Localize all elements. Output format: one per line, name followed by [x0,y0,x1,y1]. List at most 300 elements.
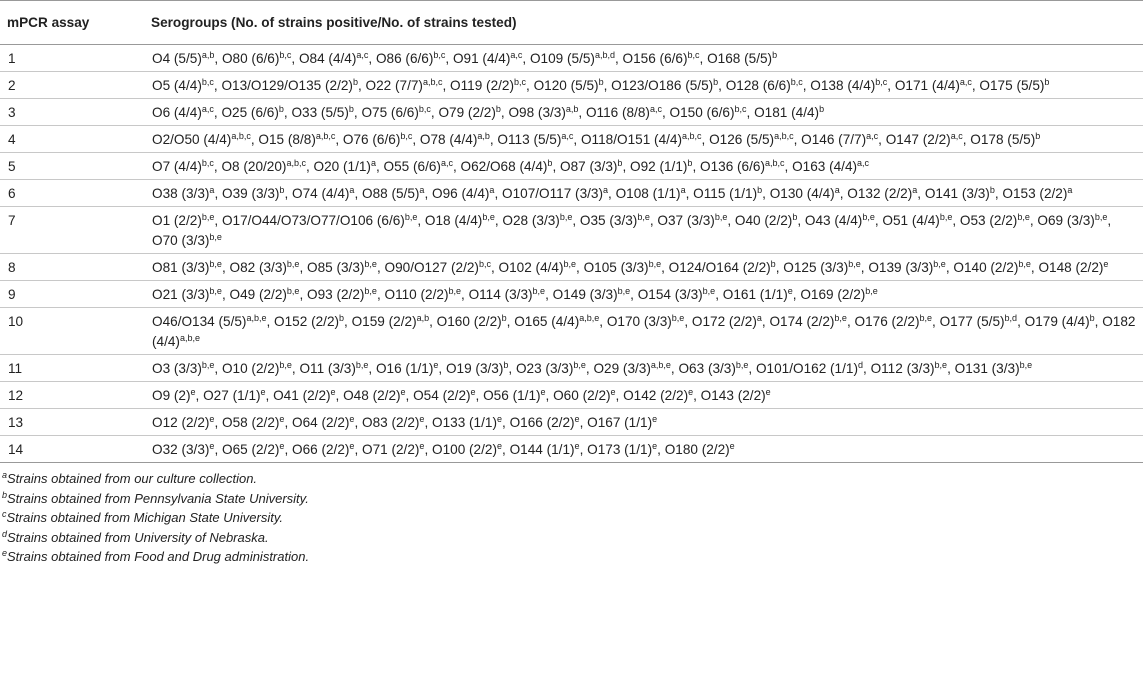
source-superscript: b,e [671,313,685,323]
serogroup-entry: O174 $(2/2)^{b,e}$, [769,313,855,329]
header-mpcr-assay: mPCR assay [0,1,151,45]
table-row [0,254,1143,281]
serogroup-entry: O48 $(2/2)^e$, [343,387,414,403]
footnote-text: Strains obtained from Pennsylvania State University. [7,490,309,506]
serogroups-cell [151,207,1143,254]
serogroup-entry: O92 $(1/1)^b$, [630,158,700,174]
serogroup-text: O83 (2/2) [362,415,420,430]
serogroup-entry [979,78,1049,93]
source-superscript: a [489,185,495,195]
source-superscript: a,c [649,104,662,114]
serogroups-cell [151,382,1143,409]
source-superscript: e [688,387,694,397]
table-row [0,99,1143,126]
serogroup-text: O76 (6/6) [342,132,401,147]
source-superscript: b,e [209,259,222,269]
serogroup-text: O165 (4/4) [514,314,580,329]
source-superscript: b,e [209,286,222,296]
source-superscript: b,e [933,259,946,269]
serogroup-entry: O130 $(4/4)^a$, [769,185,848,201]
source-superscript: a,b,c [764,158,785,168]
serogroup-entry: O154 $(3/3)^{b,e}$, [637,286,723,302]
serogroup-text: O108 (1/1) [615,186,681,201]
serogroup-entry: O53 $(2/2)^{b,e}$, [959,212,1038,228]
serogroup-entry: O11 $(3/3)^{b,e}$, [299,360,376,376]
source-superscript: b [352,77,358,87]
source-superscript: b,c [687,50,700,60]
serogroup-entry: O4 $(5/5)^{a,b}$, [152,50,222,66]
serogroup-entry: O96 $(4/4)^a$, [432,185,502,201]
serogroups-cell [151,45,1143,72]
serogroup-text: O16 (1/1) [375,361,434,376]
serogroup-entry: O172 $(2/2)^a$, [691,313,770,329]
source-superscript: b,e [355,360,369,370]
serogroup-entry: O22 $(7/7)^{a,b,c}$, [365,77,451,93]
serogroup-text: O2/O50 (4/4) [152,132,232,147]
source-superscript: b,e [286,286,300,296]
serogroup-entry: O139 $(3/3)^{b,e}$, [868,259,954,275]
serogroup-text: O163 (4/4) [792,159,858,174]
source-superscript: e [652,414,658,424]
footnote-text: Strains obtained from Michigan State University. [6,510,283,526]
source-superscript: e [496,414,502,424]
source-superscript: b,e [934,360,948,370]
serogroup-text: O139 (3/3) [868,260,934,275]
source-superscript: e [540,387,546,397]
source-superscript: b,e [448,286,461,296]
source-superscript: b,e [1018,259,1031,269]
source-superscript: a,b [201,50,215,60]
serogroup-entry: O51 $(4/4)^{b,e}$, [882,212,960,228]
serogroup-entry: O118/O151 $(4/4)^{a,b,c}$, [580,131,710,147]
serogroup-entry: O2/O50 $(4/4)^{a,b,c}$, [152,131,259,147]
serogroup-text: O142 (2/2) [623,388,689,403]
footnote-mark: b [2,489,8,500]
serogroup-text: O82 (3/3) [229,260,287,275]
source-superscript: a [419,185,425,195]
source-superscript: a,b,c [422,77,443,87]
source-superscript: b [348,104,354,114]
source-superscript: a,c [857,158,870,168]
source-superscript: b,c [875,77,888,87]
serogroup-entry: O93 $(2/2)^{b,e}$, [307,286,385,302]
table-row [0,308,1143,355]
serogroup-entry: O69 $(3/3)^{b,e}$, [1037,212,1112,228]
serogroup-entry: O120 $(5/5)^b$, [533,77,612,93]
serogroup-entry: O85 $(3/3)^{b,e}$, [307,259,385,275]
serogroups-cell [151,180,1143,207]
serogroup-text: O62/O68 (4/4) [460,159,548,174]
source-superscript: b,c [400,131,413,141]
serogroup-text: O167 (1/1) [587,415,653,430]
serogroup-entry [1002,186,1072,201]
serogroup-entry: O176 $(2/2)^{b,e}$, [854,313,940,329]
assay-number-cell: 2 [8,78,16,93]
footnote [2,469,1143,489]
source-superscript: a,b,e [246,313,267,323]
serogroup-entry: O133 $(1/1)^e$, [432,414,510,430]
footnote [2,547,1143,567]
source-superscript: e [787,286,793,296]
serogroup-text: O38 (3/3) [152,186,210,201]
serogroup-text: O11 (3/3) [299,361,356,376]
source-superscript: b,e [1017,212,1030,222]
serogroup-text: O138 (4/4) [810,78,876,93]
source-superscript: b [547,158,553,168]
table-row [0,207,1143,254]
serogroup-text: O141 (3/3) [924,186,990,201]
serogroup-text: O85 (3/3) [307,260,365,275]
source-superscript: e [765,387,771,397]
source-superscript: e [574,441,580,451]
serogroup-entry: O114 $(3/3)^{b,e}$, [468,286,553,302]
serogroup-text: O161 (1/1) [722,287,788,302]
serogroup-entry: O125 $(3/3)^{b,e}$, [783,259,869,275]
serogroup-entry: O126 $(5/5)^{a,b,c}$, [709,131,802,147]
source-superscript: b [989,185,995,195]
serogroup-entry: O49 $(2/2)^{b,e}$, [229,286,307,302]
serogroup-text: O88 (5/5) [362,186,420,201]
source-superscript: b,e [865,286,878,296]
serogroup-entry: O160 $(2/2)^b$, [436,313,515,329]
footnote [2,489,1143,509]
serogroup-entry: O33 $(5/5)^b$, [291,104,362,120]
serogroup-entry: O40 $(2/2)^b$, [734,212,805,228]
serogroup-entry: O112 $(3/3)^{b,e}$, [870,360,955,376]
source-superscript: b,e [714,212,728,222]
source-superscript: b [503,360,509,370]
serogroup-entry [587,415,657,430]
serogroup-entry [970,132,1040,147]
source-superscript: b,c [279,50,292,60]
serogroup-entry: O19 $(3/3)^b$, [445,360,516,376]
source-superscript: b [278,104,284,114]
source-superscript: b,c [478,259,491,269]
serogroup-entry: O55 $(6/6)^{a,c}$, [383,158,461,174]
serogroup-entry: O98 $(3/3)^{a,b}$, [508,104,586,120]
assay-number-cell: 10 [8,314,24,329]
footnote [2,508,1143,528]
serogroup-entry: O123/O186 $(5/5)^b$, [611,77,726,93]
serogroup-text: O93 (2/2) [307,287,365,302]
serogroup-text: O69 (3/3) [1037,213,1095,228]
serogroups-cell [151,153,1143,180]
serogroup-entry: O171 $(4/4)^{a,c}$, [894,77,980,93]
serogroup-text: O49 (2/2) [229,287,287,302]
serogroup-entry [701,388,771,403]
serogroup-text: O20 (1/1) [313,159,371,174]
serogroup-text: O113 (5/5) [497,132,562,147]
header-serogroups: Serogroups (No. of strains positive/No. of strains tested) [151,1,1143,45]
source-superscript: b [339,313,345,323]
serogroup-entry: O54 $(2/2)^e$, [413,387,484,403]
serogroup-entry: O165 $(4/4)^{a,b,e}$, [514,313,607,329]
serogroup-entry: O102 $(4/4)^{b,e}$, [498,259,584,275]
serogroup-text: O87 (3/3) [560,159,618,174]
assay-number-cell: 3 [8,105,16,120]
assay-number-cell: 1 [8,51,16,66]
serogroup-entry: O23 $(3/3)^{b,e}$, [515,360,594,376]
serogroup-text: O170 (3/3) [606,314,672,329]
footnote-mark: a [2,470,8,480]
source-superscript: b,e [834,313,847,323]
serogroup-text: O1 (2/2) [152,213,202,228]
serogroup-text: O136 (6/6) [700,159,765,174]
serogroup-text: O110 (2/2) [384,287,449,302]
serogroup-entry: O5 $(4/4)^{b,c}$, [152,77,222,93]
serogroup-text: O171 (4/4) [894,78,960,93]
source-superscript: b [713,77,719,87]
serogroups-cell [151,99,1143,126]
serogroup-entry: O161 $(1/1)^e$, [722,286,801,302]
serogroup-entry: O37 $(3/3)^{b,e}$, [657,212,735,228]
serogroup-text: O35 (3/3) [579,213,638,228]
source-superscript: b,e [573,360,586,370]
serogroup-text: O116 (8/8) [585,105,650,120]
serogroup-entry: O66 $(2/2)^e$, [292,441,362,457]
serogroup-text: O124/O164 (2/2) [668,260,771,275]
serogroup-entry: O113 $(5/5)^{a,c}$, [497,131,581,147]
source-superscript: b [1044,77,1050,87]
serogroup-text: O159 (2/2) [351,314,417,329]
serogroup-text: O156 (6/6) [622,51,688,66]
source-superscript: e [400,387,406,397]
source-superscript: a,c [356,50,369,60]
source-superscript: b,e [919,313,932,323]
table-row [0,281,1143,308]
serogroup-text: O17/O44/O73/O77/O106 (6/6) [221,213,405,228]
serogroup-entry: O88 $(5/5)^a$, [362,185,432,201]
serogroup-text: O21 (3/3) [152,287,210,302]
footnote-text: Strains obtained from Food and Drug administration. [7,549,310,565]
serogroup-entry: O159 $(2/2)^{a,b}$, [351,313,437,329]
source-superscript: e [1103,259,1109,269]
footnote-text: Strains obtained from our culture collection. [7,471,258,486]
serogroup-text: O177 (5/5) [939,314,1005,329]
table-body [0,45,1143,463]
source-superscript: e [419,441,425,451]
serogroup-text: O64 (2/2) [292,415,350,430]
serogroup-text: O71 (2/2) [362,442,420,457]
serogroups-cell [151,254,1143,281]
source-superscript: a,b [565,104,579,114]
serogroup-text: O107/O117 (3/3) [502,186,604,201]
source-superscript: b,e [279,360,292,370]
serogroup-entry: O56 $(1/1)^e$, [483,387,554,403]
serogroup-text: O143 (2/2) [700,388,766,403]
serogroup-entry: O75 $(6/6)^{b,c}$, [361,104,439,120]
source-superscript: e [574,414,580,424]
serogroup-text: O80 (6/6) [221,51,280,66]
footnote-mark: c [2,509,7,520]
serogroup-text: O166 (2/2) [509,415,575,430]
serogroup-text: O147 (2/2) [885,132,951,147]
serogroup-text: O8 (20/20) [221,159,287,174]
serogroup-entry: O65 $(2/2)^e$, [222,441,292,457]
serogroup-text: O75 (6/6) [361,105,419,120]
source-superscript: a [370,158,376,168]
source-superscript: b,e [939,212,953,222]
serogroup-text: O46/O134 (5/5) [152,314,247,329]
serogroup-text: O5 (4/4) [152,78,202,93]
serogroup-text: O154 (3/3) [637,287,703,302]
footnote [2,528,1143,548]
serogroup-text: O132 (2/2) [847,186,913,201]
source-superscript: b,c [734,104,747,114]
source-superscript: b [770,259,776,269]
serogroup-text: O23 (3/3) [515,361,574,376]
serogroup-entry: O170 $(3/3)^{b,e}$, [606,313,692,329]
serogroup-text: O119 (2/2) [450,78,514,93]
serogroup-text: O92 (1/1) [630,159,688,174]
serogroup-entry [800,287,878,302]
serogroup-entry: O18 $(4/4)^{b,e}$, [424,212,503,228]
serogroup-entry: O144 $(1/1)^e$, [509,441,588,457]
assay-number-cell: 6 [8,186,16,201]
source-superscript: a,b,c [231,131,251,141]
serogroup-entry [707,51,777,66]
serogroup-text: O173 (1/1) [587,442,653,457]
serogroup-text: O15 (8/8) [258,132,316,147]
serogroup-text: O176 (2/2) [854,314,920,329]
serogroup-text: O18 (4/4) [424,213,483,228]
serogroup-text: O102 (4/4) [498,260,564,275]
serogroups-cell [151,126,1143,153]
serogroup-entry: O141 $(3/3)^b$, [924,185,1003,201]
source-superscript: a [603,185,609,195]
table-row [0,153,1143,180]
source-superscript: b,e [364,286,377,296]
serogroup-entry: O166 $(2/2)^e$, [509,414,588,430]
serogroup-entry: O105 $(3/3)^{b,e}$, [583,259,669,275]
serogroup-text: O55 (6/6) [383,159,441,174]
serogroup-entry: O27 $(1/1)^e$, [203,387,274,403]
serogroup-text: O58 (2/2) [222,415,280,430]
source-superscript: a [756,313,762,323]
serogroup-text: O81 (3/3) [152,260,210,275]
assay-number-cell: 8 [8,260,16,275]
serogroup-entry: O179 $(4/4)^b$, [1024,313,1103,329]
serogroup-entry [665,442,735,457]
serogroup-entry: O9 $(2)^e$, [152,387,204,403]
serogroup-entry: O21 $(3/3)^{b,e}$, [152,286,230,302]
serogroup-entry: O177 $(5/5)^{b,d}$, [939,313,1025,329]
serogroup-entry: O119 $(2/2)^{b,c}$, [450,77,534,93]
table-row [0,382,1143,409]
assay-number-cell: 14 [8,442,24,457]
source-superscript: b [687,158,693,168]
serogroup-text: O115 (1/1) [693,186,758,201]
serogroup-entry: O41 $(2/2)^e$, [273,387,344,403]
source-superscript: b,e [364,259,377,269]
source-superscript: b [495,104,501,114]
serogroup-entry: O115 $(1/1)^b$, [693,185,770,201]
source-superscript: e [349,441,355,451]
source-superscript: a [680,185,686,195]
serogroup-text: O56 (1/1) [483,388,541,403]
serogroup-entry: O149 $(3/3)^{b,e}$, [552,286,638,302]
serogroup-entry: O100 $(2/2)^e$, [432,441,510,457]
source-superscript: b [819,104,825,114]
serogroup-text: O101/O162 (1/1) [755,361,858,376]
serogroup-entry: O20 $(1/1)^a$, [313,158,384,174]
serogroup-text: O182 (4/4) [152,314,1136,349]
source-superscript: e [190,387,196,397]
source-superscript: b [757,185,763,195]
source-superscript: b,e [702,286,716,296]
serogroup-text: O13/O129/O135 (2/2) [221,78,353,93]
serogroup-entry: O156 $(6/6)^{b,c}$, [622,50,708,66]
serogroup-text: O181 (4/4) [754,105,820,120]
serogroup-text: O96 (4/4) [432,186,490,201]
serogroups-cell [151,308,1143,355]
serogroup-text: O174 (2/2) [769,314,835,329]
serogroup-entry: O76 $(6/6)^{b,c}$, [342,131,420,147]
source-superscript: b,c [433,50,446,60]
source-superscript: a [834,185,840,195]
serogroup-entry: O8 $(20/20)^{a,b,c}$, [221,158,314,174]
source-superscript: a,b,c [286,158,306,168]
serogroup-text: O3 (3/3) [152,361,202,376]
source-superscript: e [433,360,439,370]
serogroup-text: O63 (3/3) [678,361,736,376]
source-superscript: b,c [514,77,527,87]
serogroup-entry: O64 $(2/2)^e$, [292,414,362,430]
serogroup-entry: O39 $(3/3)^b$, [222,185,292,201]
source-superscript: b,c [201,158,214,168]
serogroup-text: O22 (7/7) [365,78,423,93]
serogroup-text: O86 (6/6) [375,51,434,66]
assay-number-cell: 5 [8,159,16,174]
serogroup-text: O149 (3/3) [552,287,618,302]
source-superscript: b,e [617,286,631,296]
serogroup-entry: O12 $(2/2)^e$, [152,414,222,430]
serogroup-text: O79 (2/2) [438,105,496,120]
serogroup-entry: O152 $(2/2)^b$, [274,313,352,329]
serogroup-text: O169 (2/2) [800,287,866,302]
serogroup-entry: O79 $(2/2)^b$, [438,104,509,120]
serogroup-entry: O108 $(1/1)^a$, [615,185,694,201]
source-superscript: e [470,387,476,397]
source-superscript: e [209,441,215,451]
source-superscript: a [912,185,918,195]
serogroup-text: O90/O127 (2/2) [384,260,479,275]
source-superscript: b,e [637,212,650,222]
serogroup-text: O128 (6/6) [725,78,791,93]
source-superscript: b,c [790,77,803,87]
serogroup-text: O152 (2/2) [274,314,340,329]
serogroup-entry: O15 $(8/8)^{a,b,c}$, [258,131,343,147]
serogroup-text: O123/O186 (5/5) [611,78,714,93]
source-superscript: b,e [286,259,300,269]
source-superscript: a,b,c [315,131,336,141]
serogroups-cell [151,436,1143,463]
source-superscript: b,c [201,77,214,87]
serogroup-text: O9 (2) [152,388,191,403]
serogroup-entry: O132 $(2/2)^a$, [847,185,925,201]
serogroup-entry: O1 $(2/2)^{b,e}$, [152,212,222,228]
source-superscript: b,e [848,259,861,269]
source-superscript: b,e [648,259,662,269]
footnote-mark: e [2,548,8,559]
serogroup-entry: O87 $(3/3)^b$, [560,158,630,174]
source-superscript: e [729,441,735,451]
serogroup-entry: O101/O162 $(1/1)^d$, [755,360,871,376]
serogroup-entry: O29 $(3/3)^{a,b,e}$, [593,360,679,376]
source-superscript: e [419,414,425,424]
source-superscript: a [209,185,215,195]
serogroup-text: O153 (2/2) [1002,186,1068,201]
